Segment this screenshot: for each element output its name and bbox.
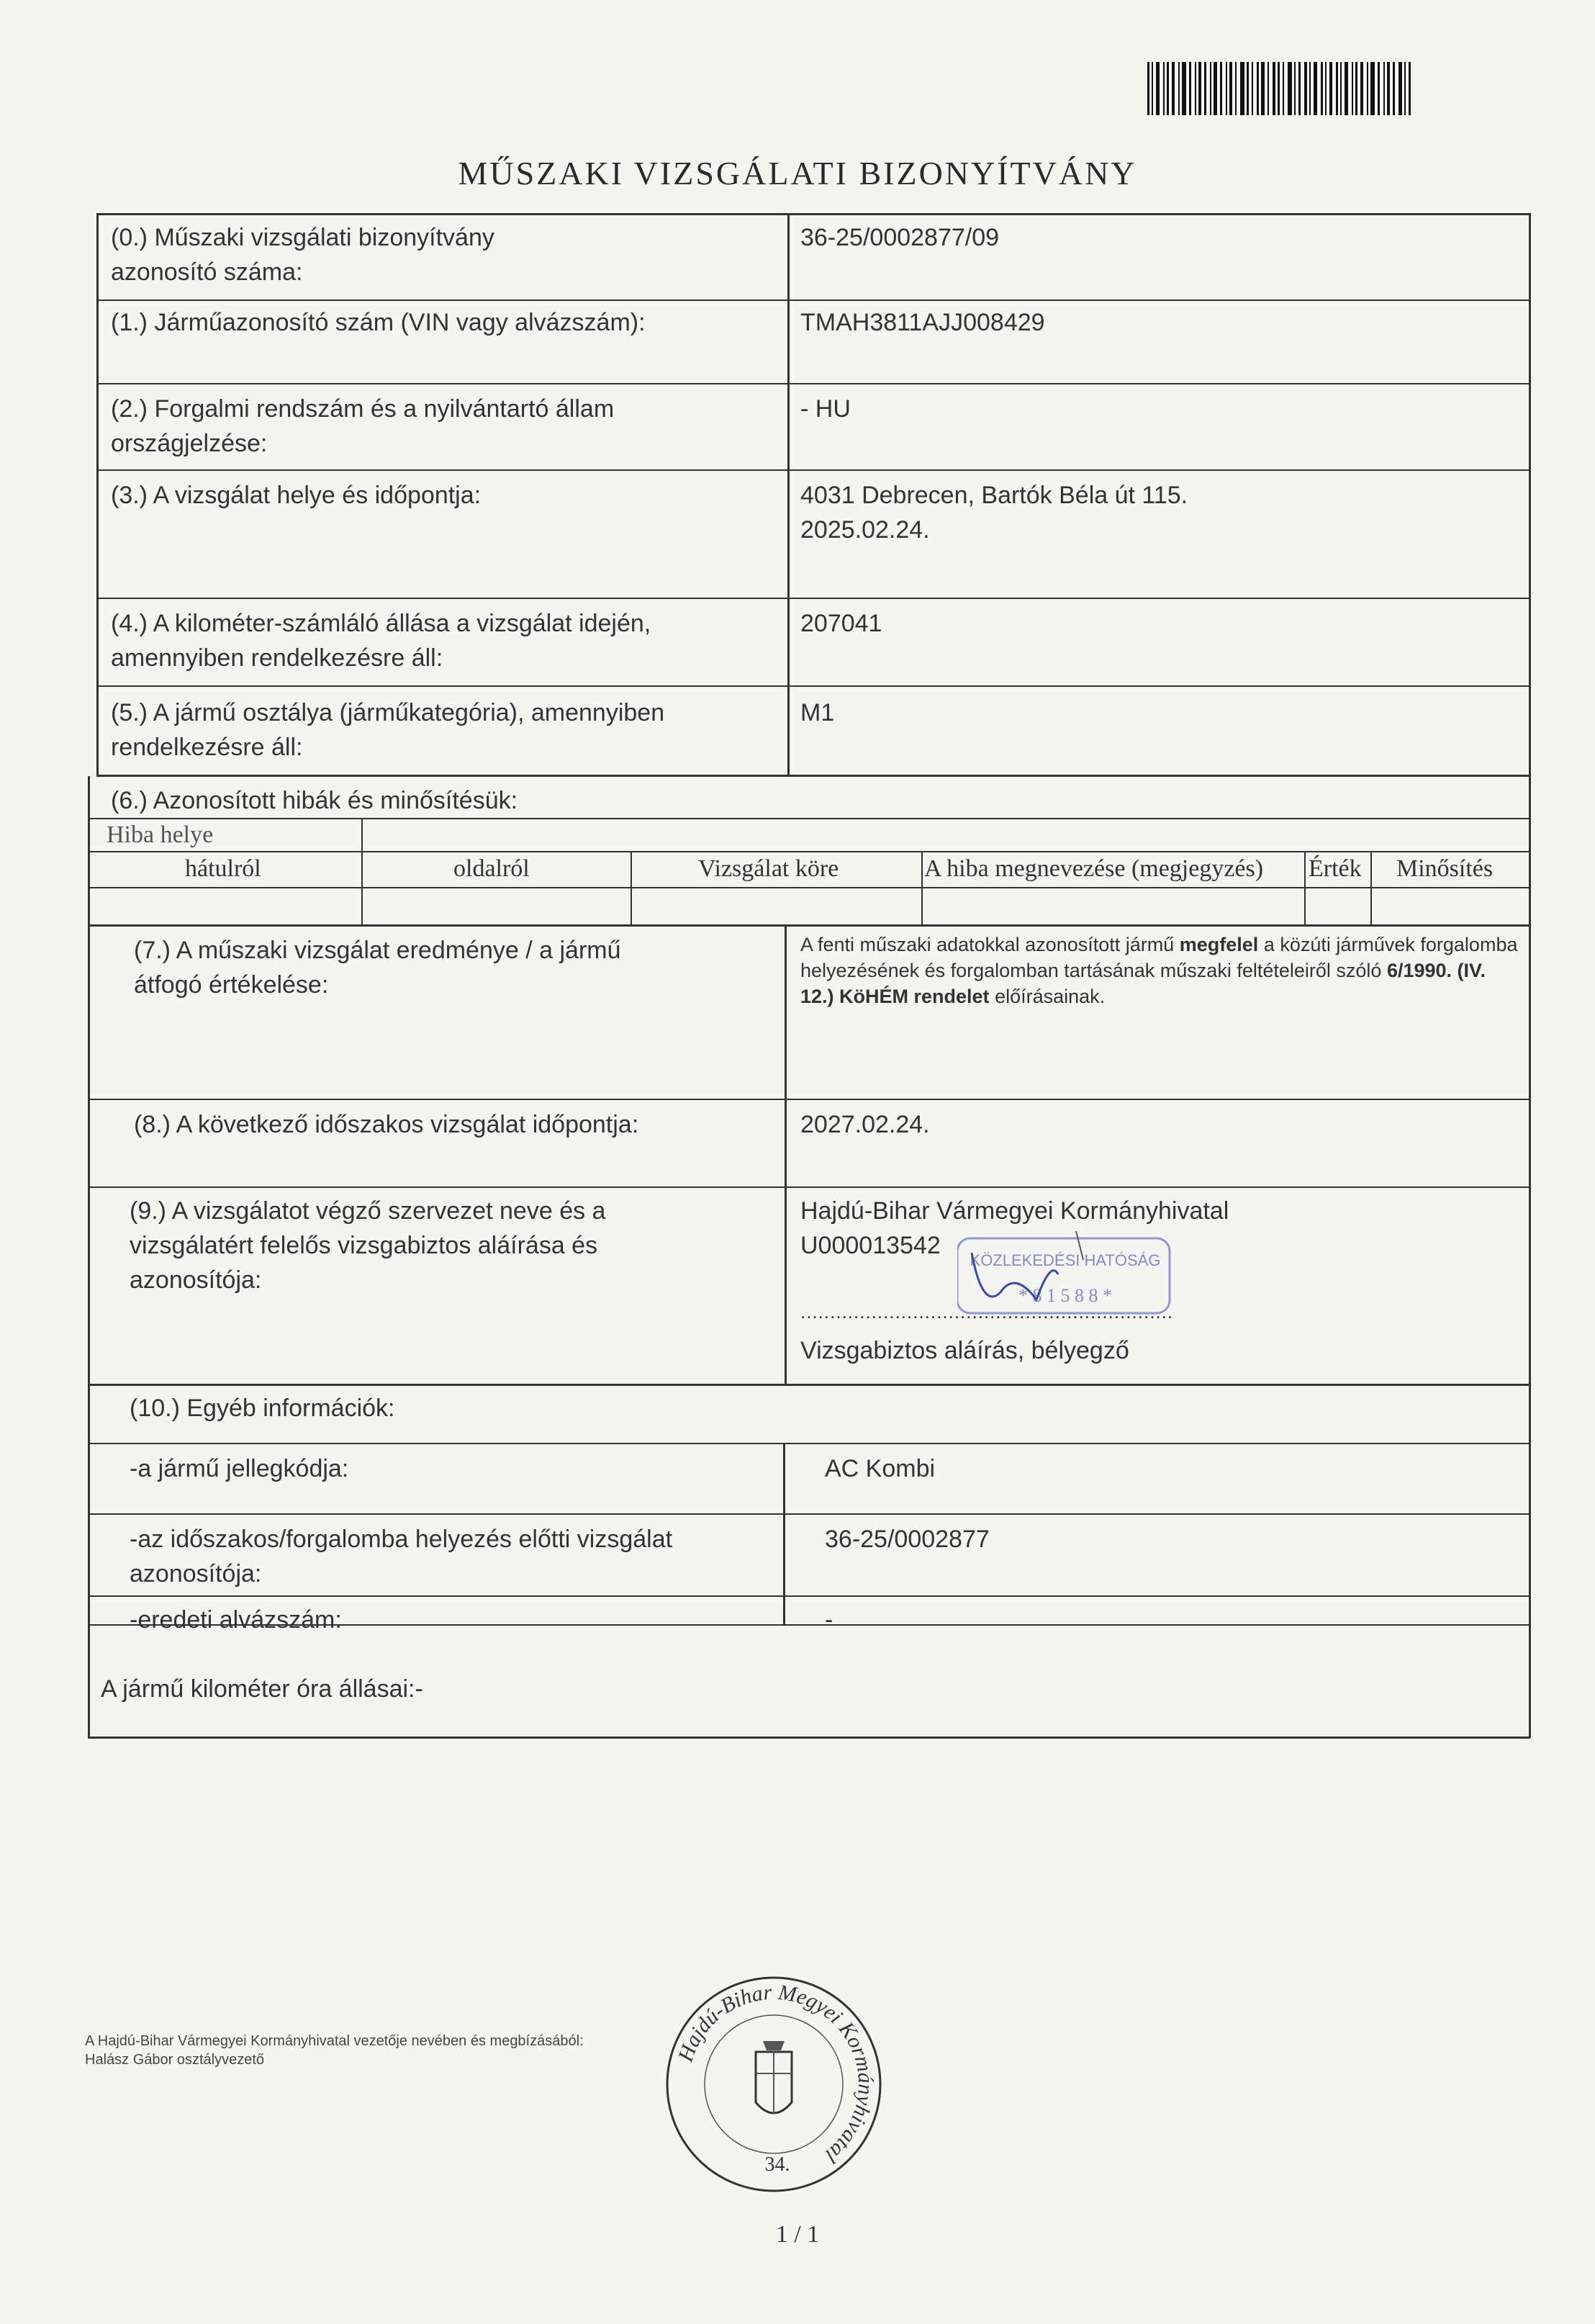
barcode-bar [1404, 62, 1406, 115]
barcode-bar [1283, 62, 1284, 115]
row10-label: (10.) Egyéb információk: [130, 1395, 395, 1422]
crown-icon [763, 2041, 785, 2050]
barcode-bar [1314, 62, 1317, 115]
row9-label: (9.) A vizsgálatot végző szervezet neve és a vizsgálatért felelős vizsgabiztos aláírása és azonosítója: [130, 1197, 606, 1294]
barcode-bar [1378, 62, 1380, 115]
seal-number: 34. [764, 2153, 790, 2176]
periodic-test-id-value: 36-25/0002877 [825, 1526, 990, 1553]
row1-value: TMAH3811AJJ008429 [800, 309, 1045, 336]
row3-label: (3.) A vizsgálat helye és időpontja: [111, 482, 482, 509]
row0-value: 36-25/0002877/09 [800, 224, 1000, 251]
barcode-bar [1229, 62, 1232, 115]
barcode-bar [1355, 62, 1357, 115]
barcode-bar [1240, 62, 1244, 115]
barcode-bar [1309, 62, 1311, 115]
page-number: 1 / 1 [775, 2221, 820, 2248]
stamp-authority-text: KÖZLEKEDÉSI HATÓSÁG [970, 1251, 1161, 1269]
barcode-bar [1172, 62, 1175, 115]
barcode-bar [1195, 62, 1196, 115]
defects-location-header: Hiba helye [107, 821, 214, 848]
row5-value: M1 [800, 699, 835, 726]
barcode-bar [1261, 62, 1265, 115]
barcode-bar [1278, 62, 1280, 115]
barcode-bar [1399, 62, 1402, 115]
row2-label: (2.) Forgalmi rendszám és a nyilvántartó állam országjelzése: [111, 395, 615, 457]
defects-col-side: oldalról [453, 855, 530, 882]
barcode-bar [1288, 62, 1292, 115]
document-title: MŰSZAKI VIZSGÁLATI BIZONYÍTVÁNY [458, 155, 1137, 192]
row6-label: (6.) Azonosított hibák és minősítésük: [111, 787, 518, 814]
original-chassis-value: - [825, 1606, 833, 1634]
barcode-bar [1167, 62, 1169, 115]
vehicle-type-code-label: -a jármű jellegkódja: [130, 1455, 349, 1482]
barcode-bar [1235, 62, 1237, 115]
barcode-bar [1220, 62, 1222, 115]
barcode-bar [1367, 62, 1368, 115]
barcode-bar [1156, 62, 1160, 115]
barcode-bar [1321, 62, 1323, 115]
inspector-stamp [957, 1231, 1173, 1318]
barcode-bar [1294, 62, 1296, 115]
barcode-bar [1210, 62, 1211, 115]
barcode-bar [1370, 62, 1375, 115]
odometer-readings-label: A jármű kilométer óra állásai:- [101, 1675, 423, 1703]
barcode-bar [1352, 62, 1353, 115]
stamp-number-text: * 8 1 5 8 8 * [1018, 1285, 1112, 1306]
barcode-bar [1340, 62, 1342, 115]
barcode-bar [1393, 62, 1395, 115]
signature-line: ............................................................... [800, 1301, 1174, 1323]
row8-label: (8.) A következő időszakos vizsgálat időpontja: [134, 1111, 639, 1138]
row4-label: (4.) A kilométer-számláló állása a vizsgálat idején, amennyiben rendelkezésre áll: [111, 610, 651, 672]
periodic-test-id-label: -az időszakos/forgalomba helyezés előtti vizsgálat azonosítója: [130, 1526, 673, 1587]
barcode-bar [1147, 62, 1149, 115]
barcode-bar [1226, 62, 1227, 115]
defects-col-value: Érték [1309, 855, 1362, 882]
barcode-bar [1163, 62, 1165, 115]
row5-label: (5.) A jármű osztálya (járműkategória), amennyiben rendelkezésre áll: [111, 699, 665, 761]
row8-value: 2027.02.24. [800, 1111, 930, 1138]
barcode-bar [1360, 62, 1363, 115]
barcode-bar [1325, 62, 1327, 115]
barcode-bar [1214, 62, 1217, 115]
barcode-bar [1178, 62, 1180, 115]
barcode-bar [1336, 62, 1338, 115]
defects-col-description: A hiba megnevezése (megjegyzés) [924, 855, 1264, 882]
barcode-bar [1204, 62, 1206, 115]
row4-value: 207041 [800, 610, 882, 637]
original-chassis-label: -eredeti alvázszám: [130, 1606, 342, 1634]
barcode-bar [1273, 62, 1275, 115]
row2-value: - HU [800, 395, 851, 423]
barcode-bar [1189, 62, 1191, 115]
row9-org: Hajdú-Bihar Vármegyei Kormányhivatal [800, 1197, 1229, 1225]
barcode-bar [1345, 62, 1348, 115]
vehicle-type-code-value: AC Kombi [825, 1455, 936, 1482]
row7-result-text: A fenti műszaki adatokkal azonosított jármű megfelel a közúti járművek forgalomba helyezésének és forgalomban tartásának műszaki feltételeiről szóló 6/1990. (IV. 12.) KöHÉM rendelet előírásainak. [800, 934, 1518, 1007]
barcode-bar [1298, 62, 1301, 115]
row9-inspector-id: U000013542 [800, 1232, 941, 1259]
signature-caption: Vizsgabiztos aláírás, bélyegző [800, 1337, 1129, 1364]
barcode-bar [1383, 62, 1385, 115]
footer-signatory-note: A Hajdú-Bihar Vármegyei Kormányhivatal vezetője nevében és megbízásából: Halász Gábor osztályvezető [85, 2033, 584, 2068]
barcode-bar [1304, 62, 1307, 115]
row3-value: 4031 Debrecen, Bartók Béla út 115. 2025.02.24. [800, 482, 1188, 544]
row0-label: (0.) Műszaki vizsgálati bizonyítvány azonosító száma: [111, 224, 494, 286]
barcode-bar [1257, 62, 1259, 115]
defects-col-rear: hátulról [185, 855, 261, 882]
barcode-bar [1152, 62, 1153, 115]
defects-col-rating: Minősítés [1396, 855, 1494, 882]
row1-label: (1.) Járműazonosító szám (VIN vagy alvázszám): [111, 309, 646, 336]
row7-label: (7.) A műszaki vizsgálat eredménye / a jármű átfogó értékelése: [134, 937, 621, 999]
barcode-bar [1409, 62, 1411, 115]
seal-ring-text: Hajdú-Bihar Megyei Kormányhivatal [673, 1980, 878, 2168]
barcode-bar [1247, 62, 1249, 115]
official-seal [662, 1973, 885, 2196]
defects-col-scope: Vizsgálat köre [698, 855, 839, 882]
barcode-bar [1387, 62, 1390, 115]
barcode-bar [1182, 62, 1186, 115]
barcode-bar [1198, 62, 1201, 115]
barcode-bar [1329, 62, 1332, 115]
barcode-bar [1268, 62, 1269, 115]
barcode [1147, 62, 1512, 115]
barcode-bar [1252, 62, 1253, 115]
